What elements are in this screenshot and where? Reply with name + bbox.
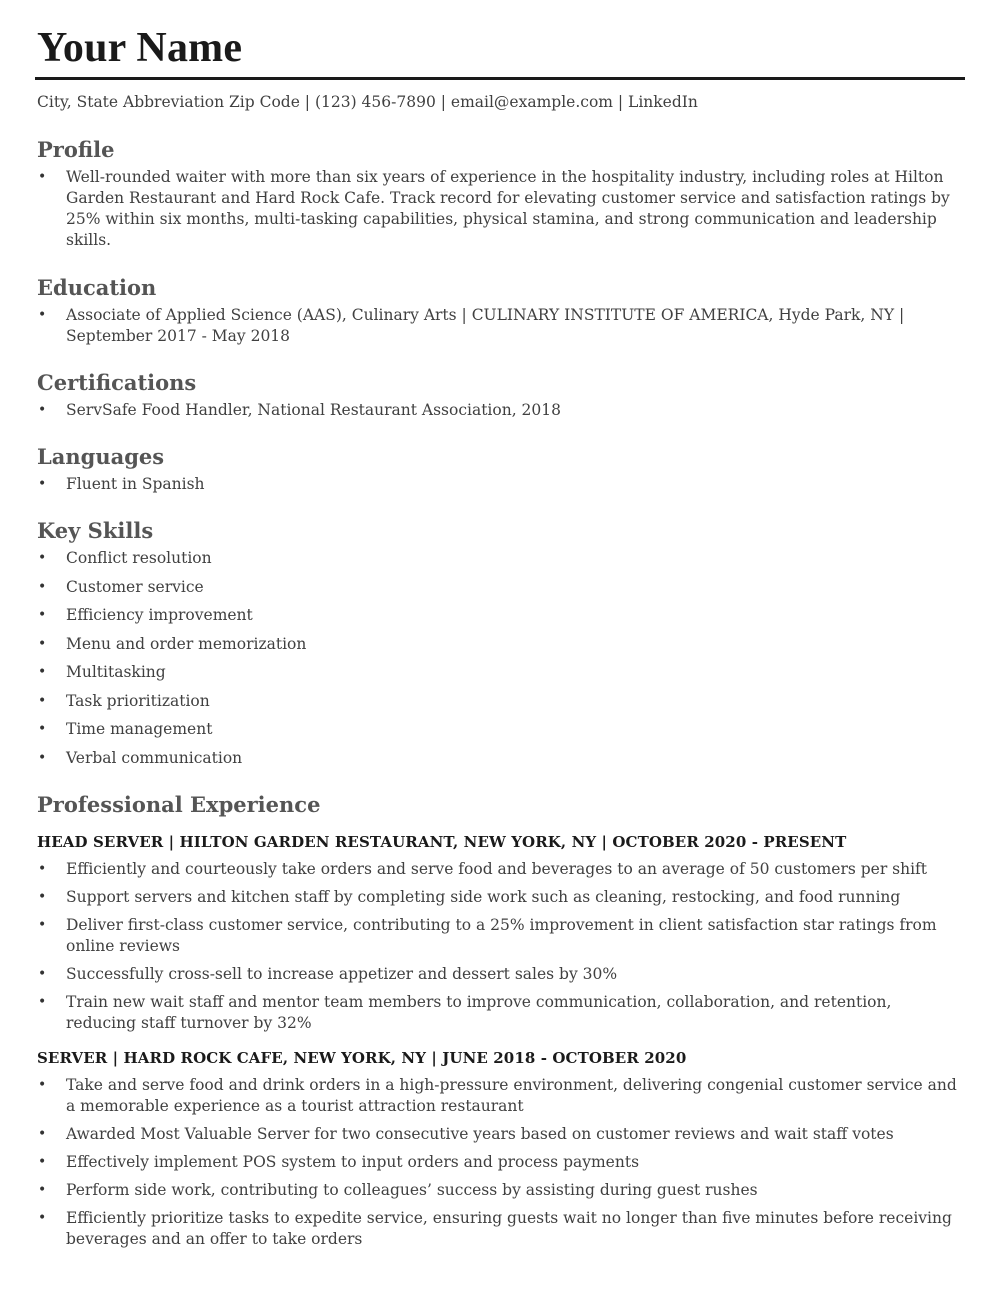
education-list xyxy=(37,305,965,347)
list-item: • Efficiently and courteously take orders and serve food and beverages to an average of 50 customers per shift xyxy=(38,859,928,878)
section-title-languages: Languages xyxy=(37,444,165,469)
bullet-icon: • xyxy=(38,1209,47,1226)
list-item: • Conflict resolution xyxy=(38,549,212,567)
section-title-experience: Professional Experience xyxy=(37,791,321,817)
list-item: • Customer service xyxy=(38,577,204,596)
section-title-certifications: Certifications xyxy=(37,370,197,395)
certifications-section xyxy=(37,370,965,421)
skills-section xyxy=(37,518,965,769)
bullet-icon: • xyxy=(38,721,47,737)
candidate-name: Your Name xyxy=(37,25,243,71)
section-title-skills: Key Skills xyxy=(37,518,154,543)
list-item: • ServSafe Food Handler, National Restaurant Association, 2018 xyxy=(38,401,562,419)
list-item: • Deliver first-class customer service, contributing to a 25% improvement in client satisfaction star ratings from online reviews xyxy=(38,915,937,955)
list-item: • Time management xyxy=(38,720,213,738)
bullet-icon: • xyxy=(38,993,47,1010)
contact-line: City, State Abbreviation Zip Code | (123) 456-7890 | email@example.com | LinkedIn xyxy=(37,93,698,111)
section-title-profile: Profile xyxy=(37,137,115,162)
list-item: • Effectively implement POS system to input orders and process payments xyxy=(38,1152,640,1171)
bullet-icon: • xyxy=(38,916,47,933)
bullet-icon: • xyxy=(38,550,47,566)
certifications-list xyxy=(37,400,965,421)
languages-list xyxy=(37,474,965,495)
list-item: • Verbal communication xyxy=(38,748,243,767)
bullet-icon: • xyxy=(38,476,47,492)
list-item: • Task prioritization xyxy=(38,691,210,710)
bullet-icon: • xyxy=(38,749,47,766)
list-item: • Efficiency improvement xyxy=(38,606,253,624)
skills-list xyxy=(37,548,965,769)
list-item: • Well-rounded waiter with more than six years of experience in the hospitality industry, including roles at Hilton Garden Restaurant and Hard Rock Cafe. Track record for elevating customer service and satisfaction ratings by 25% within six months, multi-tasking capabilities, physical stamina, and strong communication and leadership skills. xyxy=(38,168,950,249)
bullet-icon: • xyxy=(38,1181,47,1198)
list-item: • Successfully cross-sell to increase appetizer and dessert sales by 30% xyxy=(38,964,618,983)
bullet-icon: • xyxy=(38,1125,47,1142)
list-item: • Perform side work, contributing to colleagues’ success by assisting during guest rushes xyxy=(38,1180,758,1199)
bullet-icon: • xyxy=(38,965,47,982)
experience-section xyxy=(37,792,965,1250)
list-item: • Menu and order memorization xyxy=(38,634,307,653)
list-item: • Associate of Applied Science (AAS), Culinary Arts | CULINARY INSTITUTE OF AMERICA, Hyde Park, NY | September 2017 - May 2018 xyxy=(38,306,905,345)
section-title-education: Education xyxy=(37,275,157,300)
list-item: • Take and serve food and drink orders in a high-pressure environment, delivering congenial customer service and a memorable experience as a tourist attraction restaurant xyxy=(38,1075,957,1115)
bullet-icon: • xyxy=(38,1153,47,1170)
bullet-icon: • xyxy=(38,307,47,323)
list-item: • Train new wait staff and mentor team members to improve communication, collaboration, and retention, reducing staff turnover by 32% xyxy=(38,992,892,1032)
header-divider xyxy=(35,77,965,80)
bullet-icon: • xyxy=(38,692,47,709)
list-item: • Efficiently prioritize tasks to expedite service, ensuring guests wait no longer than five minutes before receiving beverages and an offer to take orders xyxy=(38,1208,952,1248)
bullet-icon: • xyxy=(38,888,47,905)
bullet-icon: • xyxy=(38,664,47,680)
bullet-icon: • xyxy=(38,607,47,623)
bullet-icon: • xyxy=(38,860,47,877)
job-duties-list xyxy=(37,859,965,1034)
profile-list xyxy=(37,167,965,251)
job-heading: SERVER | HARD ROCK CAFE, NEW YORK, NY | JUNE 2018 - OCTOBER 2020 xyxy=(37,1048,687,1067)
education-section xyxy=(37,275,965,347)
bullet-icon: • xyxy=(38,578,47,595)
job-entry xyxy=(37,1048,965,1250)
list-item: • Multitasking xyxy=(38,663,166,681)
bullet-icon: • xyxy=(38,1076,47,1093)
bullet-icon: • xyxy=(38,635,47,652)
list-item: • Support servers and kitchen staff by completing side work such as cleaning, restocking, and food running xyxy=(38,887,901,906)
job-duties-list xyxy=(37,1075,965,1250)
profile-section xyxy=(37,137,965,251)
bullet-icon: • xyxy=(38,402,47,418)
resume-page xyxy=(37,22,965,1250)
bullet-icon: • xyxy=(38,169,47,185)
list-item: • Awarded Most Valuable Server for two consecutive years based on customer reviews and wait staff votes xyxy=(38,1124,894,1143)
job-entry xyxy=(37,832,965,1034)
job-heading: HEAD SERVER | HILTON GARDEN RESTAURANT, NEW YORK, NY | OCTOBER 2020 - PRESENT xyxy=(37,832,847,851)
list-item: • Fluent in Spanish xyxy=(38,475,205,493)
languages-section xyxy=(37,444,965,495)
